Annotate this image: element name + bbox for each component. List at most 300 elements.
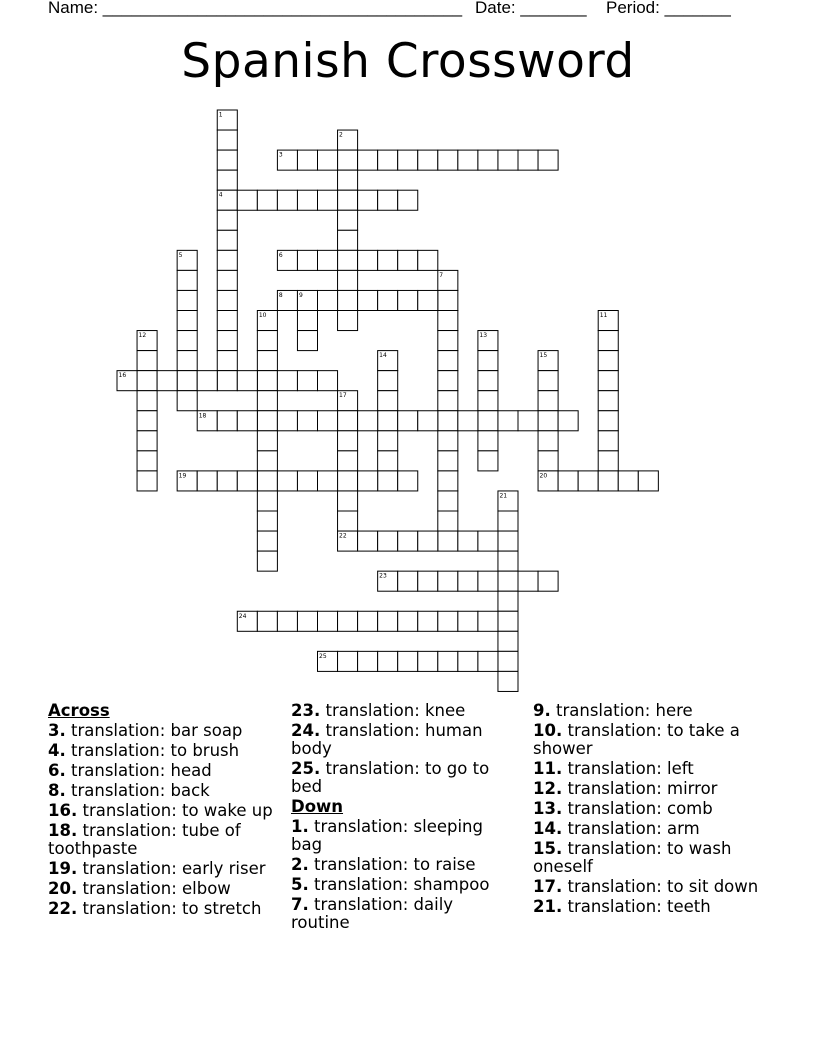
grid-cell[interactable] (438, 431, 458, 451)
clue-number: 17. (533, 877, 563, 896)
clue-text: translation: teeth (562, 897, 711, 916)
grid-cell[interactable] (217, 411, 237, 431)
grid-cell[interactable] (398, 411, 418, 431)
grid-cell[interactable] (297, 150, 317, 170)
across-clue (48, 880, 283, 898)
grid-cell[interactable] (378, 391, 398, 411)
grid-cell[interactable] (478, 451, 498, 471)
grid-cell[interactable] (197, 371, 217, 391)
clue-number: 5. (291, 875, 309, 894)
grid-cell[interactable] (277, 471, 297, 491)
clue-number-label: 2 (339, 131, 343, 139)
grid-cell[interactable] (438, 351, 458, 371)
clue-number-label: 8 (278, 291, 283, 299)
grid-cell[interactable] (318, 371, 338, 391)
clue-number-label: 19 (178, 472, 187, 480)
grid-cell[interactable] (418, 611, 438, 631)
clue-text: translation: back (65, 781, 210, 800)
grid-cell[interactable] (217, 290, 237, 310)
clue-number: 4. (48, 741, 66, 760)
grid-cell[interactable] (297, 411, 317, 431)
grid-cell[interactable] (518, 150, 538, 170)
grid-cell[interactable] (458, 411, 478, 431)
grid-cell[interactable] (478, 611, 498, 631)
clue-number: 14. (533, 819, 563, 838)
grid-cell[interactable] (418, 531, 438, 551)
clue-number-label: 24 (238, 612, 247, 620)
across-clue (48, 722, 283, 740)
grid-cell[interactable] (598, 351, 618, 371)
grid-cell[interactable] (338, 290, 358, 310)
grid-cell[interactable] (217, 250, 237, 270)
grid-cell[interactable] (358, 290, 378, 310)
grid-cell[interactable] (338, 471, 358, 491)
clue-text: translation: human body (291, 721, 483, 758)
down-clue (291, 896, 516, 932)
grid-cell[interactable] (398, 290, 418, 310)
clue-number: 2. (291, 855, 309, 874)
clue-text: translation: to wake up (77, 801, 273, 820)
clue-number: 9. (533, 701, 551, 720)
grid-cell[interactable] (398, 571, 418, 591)
grid-cell[interactable] (398, 611, 418, 631)
clue-text: translation: left (562, 759, 694, 778)
clue-number: 21. (533, 897, 563, 916)
grid-cell[interactable] (318, 411, 338, 431)
grid-cell[interactable] (177, 331, 197, 351)
clue-column-2 (291, 702, 516, 934)
down-clue (533, 898, 773, 916)
across-clue (291, 760, 516, 796)
clue-number-label: 6 (278, 251, 283, 259)
clue-text: translation: daily routine (291, 895, 454, 932)
grid-cell[interactable] (358, 611, 378, 631)
grid-cell[interactable] (598, 411, 618, 431)
grid-cell[interactable] (418, 571, 438, 591)
across-clue (291, 702, 516, 720)
clue-number: 13. (533, 799, 563, 818)
grid-cell[interactable] (217, 230, 237, 250)
grid-cell[interactable] (257, 511, 277, 531)
grid-cell[interactable] (358, 471, 378, 491)
grid-cell[interactable] (598, 391, 618, 411)
grid-cell[interactable] (237, 411, 257, 431)
grid-cell[interactable] (558, 411, 578, 431)
grid-cell[interactable] (338, 190, 358, 210)
grid-cell[interactable] (378, 451, 398, 471)
across-clue (291, 722, 516, 758)
clue-text: translation: head (65, 761, 212, 780)
down-clue (291, 876, 516, 894)
grid-cell[interactable] (498, 571, 518, 591)
grid-cell[interactable] (217, 351, 237, 371)
across-clue (48, 802, 283, 820)
grid-cell[interactable] (538, 431, 558, 451)
grid-cell[interactable] (618, 471, 638, 491)
grid-cell[interactable] (358, 190, 378, 210)
grid-cell[interactable] (338, 270, 358, 290)
grid-cell[interactable] (137, 431, 157, 451)
clue-text: translation: elbow (77, 879, 231, 898)
grid-cell[interactable] (458, 571, 478, 591)
grid-cell[interactable] (398, 150, 418, 170)
grid-cell[interactable] (438, 290, 458, 310)
grid-cell[interactable] (378, 611, 398, 631)
grid-cell[interactable] (438, 531, 458, 551)
grid-cell[interactable] (297, 471, 317, 491)
clue-text: translation: to go to bed (291, 759, 490, 796)
grid-cell[interactable] (418, 250, 438, 270)
grid-cell[interactable] (438, 511, 458, 531)
clue-number-label: 16 (118, 372, 127, 380)
grid-cell[interactable] (498, 531, 518, 551)
grid-cell[interactable] (378, 531, 398, 551)
grid-cell[interactable] (338, 411, 358, 431)
grid-cell[interactable] (277, 411, 297, 431)
clue-text: translation: to take a shower (533, 721, 740, 758)
down-clue (533, 780, 773, 798)
grid-cell[interactable] (257, 431, 277, 451)
grid-cell[interactable] (358, 411, 378, 431)
grid-cell[interactable] (478, 391, 498, 411)
name-field[interactable]: Name: ______________________________________ (48, 0, 463, 17)
grid-cell[interactable] (297, 250, 317, 270)
grid-cell[interactable] (177, 391, 197, 411)
grid-cell[interactable] (318, 250, 338, 270)
grid-cell[interactable] (438, 371, 458, 391)
grid-cell[interactable] (438, 471, 458, 491)
grid-cell[interactable] (498, 651, 518, 671)
grid-cell[interactable] (257, 551, 277, 571)
grid-cell[interactable] (257, 371, 277, 391)
grid-cell[interactable] (358, 531, 378, 551)
grid-cell[interactable] (378, 651, 398, 671)
grid-cell[interactable] (438, 331, 458, 351)
down-clue (291, 856, 516, 874)
grid-cell[interactable] (438, 571, 458, 591)
grid-cell[interactable] (498, 591, 518, 611)
grid-cell[interactable] (277, 371, 297, 391)
grid-cell[interactable] (338, 230, 358, 250)
grid-cell[interactable] (378, 371, 398, 391)
grid-cell[interactable] (438, 391, 458, 411)
grid-cell[interactable] (277, 190, 297, 210)
grid-cell[interactable] (257, 351, 277, 371)
down-heading: Down (291, 797, 344, 816)
grid-cell[interactable] (538, 371, 558, 391)
clue-number: 25. (291, 759, 321, 778)
grid-cell[interactable] (338, 451, 358, 471)
grid-cell[interactable] (518, 571, 538, 591)
grid-cell[interactable] (458, 531, 478, 551)
clue-number: 16. (48, 801, 78, 820)
across-clue (48, 860, 283, 878)
grid-cell[interactable] (398, 531, 418, 551)
clue-number: 18. (48, 821, 78, 840)
grid-cell[interactable] (338, 311, 358, 331)
clue-number-label: 7 (439, 271, 444, 279)
grid-cell[interactable] (358, 651, 378, 671)
clue-number-label: 3 (278, 151, 283, 159)
grid-cell[interactable] (217, 471, 237, 491)
grid-cell[interactable] (458, 150, 478, 170)
grid-cell[interactable] (378, 250, 398, 270)
grid-cell[interactable] (217, 270, 237, 290)
grid-cell[interactable] (338, 210, 358, 230)
grid-cell[interactable] (478, 150, 498, 170)
grid-cell[interactable] (498, 511, 518, 531)
grid-cell[interactable] (338, 651, 358, 671)
clue-number-label: 20 (539, 472, 548, 480)
grid-cell[interactable] (498, 411, 518, 431)
grid-cell[interactable] (217, 371, 237, 391)
clue-number: 1. (291, 817, 309, 836)
grid-cell[interactable] (418, 411, 438, 431)
grid-cell[interactable] (177, 371, 197, 391)
grid-cell[interactable] (538, 150, 558, 170)
grid-cell[interactable] (438, 451, 458, 471)
grid-cell[interactable] (217, 150, 237, 170)
grid-cell[interactable] (538, 571, 558, 591)
grid-cell[interactable] (137, 451, 157, 471)
clue-column-3 (533, 702, 773, 918)
grid-cell[interactable] (297, 611, 317, 631)
grid-cell[interactable] (398, 471, 418, 491)
down-clue (533, 840, 773, 876)
across-clue (48, 742, 283, 760)
grid-cell[interactable] (478, 431, 498, 451)
grid-cell[interactable] (338, 150, 358, 170)
grid-cell[interactable] (538, 451, 558, 471)
clue-number-label: 18 (198, 412, 207, 420)
grid-cell[interactable] (318, 290, 338, 310)
grid-cell[interactable] (578, 471, 598, 491)
grid-cell[interactable] (598, 331, 618, 351)
grid-cell[interactable] (338, 170, 358, 190)
down-clue (291, 818, 516, 854)
clue-number-label: 25 (319, 652, 327, 660)
grid-cell[interactable] (598, 471, 618, 491)
clue-number-label: 17 (339, 392, 347, 400)
grid-cell[interactable] (338, 250, 358, 270)
grid-cell[interactable] (237, 371, 257, 391)
grid-cell[interactable] (538, 411, 558, 431)
grid-cell[interactable] (438, 311, 458, 331)
grid-cell[interactable] (398, 190, 418, 210)
grid-cell[interactable] (297, 190, 317, 210)
down-clue (533, 722, 773, 758)
down-clue (533, 800, 773, 818)
grid-cell[interactable] (237, 471, 257, 491)
grid-cell[interactable] (598, 451, 618, 471)
grid-cell[interactable] (478, 371, 498, 391)
grid-cell[interactable] (137, 351, 157, 371)
page-title: Spanish Crossword (181, 34, 635, 89)
clue-text: translation: arm (562, 819, 700, 838)
clue-text: translation: shampoo (308, 875, 490, 894)
grid-cell[interactable] (438, 651, 458, 671)
clue-text: translation: to wash oneself (533, 839, 732, 876)
grid-cell[interactable] (358, 250, 378, 270)
grid-cell[interactable] (137, 371, 157, 391)
clue-number-label: 13 (479, 332, 488, 340)
grid-cell[interactable] (137, 391, 157, 411)
grid-cell[interactable] (418, 651, 438, 671)
grid-cell[interactable] (177, 311, 197, 331)
grid-cell[interactable] (257, 471, 277, 491)
grid-cell[interactable] (438, 411, 458, 431)
clue-column-1 (48, 702, 283, 920)
grid-cell[interactable] (318, 471, 338, 491)
across-clue (48, 822, 283, 858)
grid-cell[interactable] (478, 651, 498, 671)
grid-cell[interactable] (257, 331, 277, 351)
across-clue (48, 762, 283, 780)
grid-cell[interactable] (398, 250, 418, 270)
grid-cell[interactable] (197, 471, 217, 491)
grid-cell[interactable] (378, 471, 398, 491)
clue-number-label: 5 (178, 251, 183, 259)
grid-cell[interactable] (338, 611, 358, 631)
grid-cell[interactable] (638, 471, 658, 491)
grid-cell[interactable] (318, 150, 338, 170)
grid-cell[interactable] (378, 190, 398, 210)
grid-cell[interactable] (257, 190, 277, 210)
grid-cell[interactable] (318, 611, 338, 631)
clue-text: translation: sleeping bag (291, 817, 483, 854)
grid-cell[interactable] (257, 451, 277, 471)
grid-cell[interactable] (338, 491, 358, 511)
grid-cell[interactable] (157, 371, 177, 391)
clue-number: 6. (48, 761, 66, 780)
down-clue (533, 702, 773, 720)
down-clue (533, 878, 773, 896)
clue-number: 12. (533, 779, 563, 798)
grid-cell[interactable] (137, 411, 157, 431)
grid-cell[interactable] (598, 371, 618, 391)
grid-cell[interactable] (217, 210, 237, 230)
grid-cell[interactable] (378, 150, 398, 170)
grid-cell[interactable] (438, 491, 458, 511)
clue-text: translation: to raise (308, 855, 476, 874)
grid-cell[interactable] (378, 431, 398, 451)
grid-cell[interactable] (498, 551, 518, 571)
grid-cell[interactable] (177, 270, 197, 290)
clue-number: 7. (291, 895, 309, 914)
grid-cell[interactable] (297, 331, 317, 351)
clue-number: 20. (48, 879, 78, 898)
grid-cell[interactable] (378, 290, 398, 310)
grid-cell[interactable] (438, 150, 458, 170)
grid-cell[interactable] (338, 511, 358, 531)
clue-number: 24. (291, 721, 321, 740)
clue-text: translation: to sit down (562, 877, 759, 896)
grid-cell[interactable] (478, 571, 498, 591)
grid-cell[interactable] (297, 311, 317, 331)
grid-cell[interactable] (277, 611, 297, 631)
clue-text: translation: early riser (77, 859, 266, 878)
clue-number-label: 23 (379, 572, 387, 580)
grid-cell[interactable] (378, 411, 398, 431)
clue-number-label: 11 (599, 312, 608, 319)
grid-cell[interactable] (257, 611, 277, 631)
grid-cell[interactable] (257, 411, 277, 431)
grid-cell[interactable] (418, 150, 438, 170)
clue-number-label: 12 (138, 332, 147, 340)
grid-cell[interactable] (318, 190, 338, 210)
grid-cell[interactable] (518, 411, 538, 431)
grid-cell[interactable] (297, 371, 317, 391)
grid-cell[interactable] (217, 311, 237, 331)
clue-text: translation: mirror (562, 779, 718, 798)
clue-number-label: 10 (258, 312, 267, 319)
grid-cell[interactable] (398, 651, 418, 671)
period-field[interactable]: Period: _______ (606, 0, 731, 17)
grid-cell[interactable] (418, 290, 438, 310)
clue-number-label: 21 (499, 492, 508, 500)
down-clue (533, 760, 773, 778)
grid-cell[interactable] (217, 130, 237, 150)
clue-number: 15. (533, 839, 563, 858)
grid-cell[interactable] (478, 411, 498, 431)
grid-cell[interactable] (458, 611, 478, 631)
across-clue (48, 782, 283, 800)
grid-cell[interactable] (217, 170, 237, 190)
grid-cell[interactable] (237, 190, 257, 210)
clue-text: translation: to brush (65, 741, 240, 760)
clue-number: 8. (48, 781, 66, 800)
clue-text: translation: tube of toothpaste (48, 821, 241, 858)
grid-cell[interactable] (458, 651, 478, 671)
clue-text: translation: here (550, 701, 693, 720)
grid-cell[interactable] (137, 471, 157, 491)
clue-number: 10. (533, 721, 563, 740)
date-field[interactable]: Date: _______ (475, 0, 587, 17)
clue-number-label: 4 (218, 191, 223, 199)
clue-text: translation: bar soap (65, 721, 243, 740)
grid-cell[interactable] (558, 471, 578, 491)
grid-cell[interactable] (177, 351, 197, 371)
grid-cell[interactable] (177, 290, 197, 310)
grid-cell[interactable] (598, 431, 618, 451)
clue-number: 22. (48, 899, 78, 918)
clue-number: 11. (533, 759, 563, 778)
grid-cell[interactable] (478, 531, 498, 551)
clue-text: translation: knee (320, 701, 466, 720)
clue-text: translation: to stretch (77, 899, 262, 918)
down-clue (533, 820, 773, 838)
clue-number: 19. (48, 859, 78, 878)
grid-cell[interactable] (338, 431, 358, 451)
grid-cell[interactable] (498, 150, 518, 170)
across-heading: Across (48, 701, 110, 720)
clue-number-label: 15 (539, 352, 548, 360)
clue-number: 3. (48, 721, 66, 740)
grid-cell[interactable] (217, 331, 237, 351)
grid-cell[interactable] (538, 391, 558, 411)
grid-cell[interactable] (498, 631, 518, 651)
grid-cell[interactable] (257, 391, 277, 411)
grid-cell[interactable] (257, 531, 277, 551)
clue-number-label: 9 (298, 291, 303, 299)
grid-cell[interactable] (438, 611, 458, 631)
grid-cell[interactable] (498, 611, 518, 631)
grid-cell[interactable] (257, 491, 277, 511)
grid-cell[interactable] (358, 150, 378, 170)
grid-cell[interactable] (498, 671, 518, 691)
grid-cell[interactable] (478, 351, 498, 371)
clue-number-label: 14 (379, 352, 387, 360)
